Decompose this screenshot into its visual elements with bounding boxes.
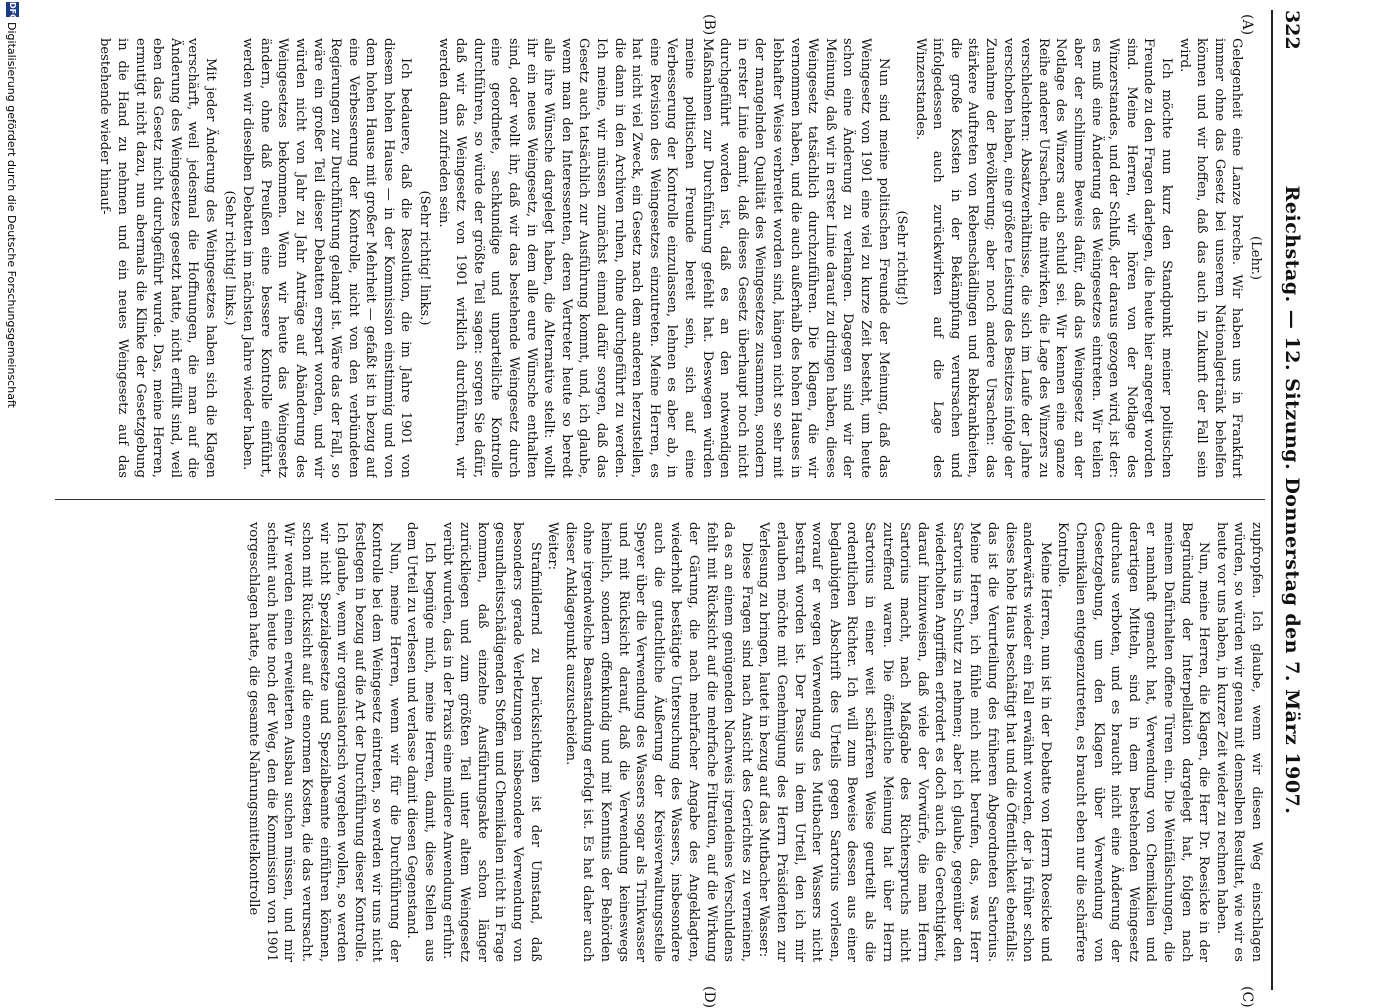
page-number: 322 <box>1281 10 1303 50</box>
applause-note: (Sehr richtig! links.) <box>221 190 237 326</box>
left-column <box>55 38 1265 478</box>
paragraph: Nun, meine Herren, die Klagen, die Herr Dr. Roesicke in der Begründung der Interpellation dargelegt hat, folgen nach meinem Dafürhalten offene Türen ein. Die Weinfälschungen, die er namhaft gemacht hat, Verwendung von Chemikalien und derartigen Mitteln, sind in dem bestehenden Weingesetz durchaus verboten, und es braucht nicht eine Änderung der Gesetzgebung, um den Klagen über Verwendung von Chemikalien entgegenzutreten, es braucht eben nur die schärfere Kontrolle. <box>1055 522 1212 962</box>
paragraph: Weiter: <box>545 522 561 571</box>
funding-note: Digitalisierung gefördert durch die Deutsche Forschungsgemeinschaft <box>5 22 18 408</box>
speaker-name: (Lehr.) <box>1248 235 1263 281</box>
paragraph: Nun sind meine politischen Freunde der Meinung, daß das Weingesetz von 1901 eine viel zu kurze Zeit besteht, um heute schon eine Änderung zu verlangen. Dagegen sind wir der Meinung, daß wir in erster Linie darauf zu dringen haben, dieses Weingesetz tatsächlich durchzuführen. Die Klagen, die wir vernommen haben, und die auch außerhalb des hohen Hauses in lebhafter Weise verbreitet worden sind, hängen nicht so sehr mit der mangelnden Qualität des Weingesetzes zusammen, sondern in erster Linie damit, daß dieses Gesetz überhaupt noch nicht durchgeführt worden ist, daß es an den notwendigen Maßnahmen zur Durchführung gefehlt hat. Deswegen würden meine politischen Freunde bereit sein, sich auf eine Verbesserung der Kontrolle einzulassen, lehnen es aber ab, in eine Revision des Weingesetzes einzutreten. Meine Herren, es hat nicht viel Zweck, ein Gesetz nach dem anderen herzustellen, die dann in den Archiven ruhen, ohne durchgeführt zu werden. Ich meine, wir müssen zunächst einmal dafür sorgen, daß das Gesetz auch tatsächlich zur Ausführung kommt, und, ich glaube, wenn man den Interessenten, deren Vertreter heute so beredt alle ihre Wünsche dargelegt haben, die Alternative stellt: wollt ihr ein neues Weingesetz, in dem alle eure Wünsche enthalten sind, oder wollt ihr, daß wir das bestehende Weingesetz durch eine geordnete, sachkundige und unparteiliche Kontrolle durchführen, so würde der größte Teil sagen: sorgen Sie dafür, daß wir das Weingesetz von 1901 wirklich durchführen, wir werden dann zufrieden sein. <box>435 38 891 478</box>
applause-note: (Sehr richtig! links.) <box>417 190 433 326</box>
paragraph: Gelegenheit eine Lanze breche. Wir haben uns in Frankfurt immer ohne das Gesetz bei unserem Nationalgetränk behelfen können und wir hoffen, daß das auch in Zukunft der Fall sein wird. <box>1176 38 1245 478</box>
paragraph: zupfropfen. Ich glaube, wenn wir diesen Weg einschlagen würden, so würden wir genau mit demselben Resultat, wie wir es heute vor uns haben, in kurzer Zeit wieder zu rechnen haben. <box>1213 522 1264 962</box>
paragraph: Ich begnüge mich, meine Herren, damit, diese Stellen aus dem Urteil zu verlesen und verlasse damit diesen Gegenstand. <box>404 522 438 962</box>
applause-note: (Sehr richtig!) <box>894 210 910 306</box>
margin-letter-b: (B) <box>701 14 717 36</box>
quoted-paragraph: Strafmildernd zu berücksichtigen ist der Umstand, daß besonders gerade Verletzungen insbesondere Verwendung von gesundheitsschädigenden Stoffen und Chemikalien nicht in Frage kommen, daß einzelne Ausführungsakte schon länger zurückliegen und zum größten Teil unter altem Weingesetz verübt wurden, das in der Praxis eine mildere Anwendung erfuhr. <box>439 522 543 962</box>
page-header <box>1277 10 1303 990</box>
header-rule <box>1271 10 1273 990</box>
quoted-paragraph: Diese Fragen sind nach Ansicht des Gerichtes zu verneinen, da es an einem genügenden Nachweis irgendeines Verschuldens fehlt mit Rücksicht auf die mehrfache Filtration, auf die Wirkung der Gärung, die nach mehrfacher Angabe des Angeklagten, wiederholt bestätigte Untersuchung des Wassers, insbesondere auch die gutachtliche Äußerung der Kreisverwaltungsstelle Speyer über die Verwendung des Wassers sogar als Trinkwasser und mit Rücksicht darauf, daß die Verwendung keineswegs heimlich, sondern offenkundig und mit Kenntnis der Behörden ohne irgendwelche Beanstandung erfolgt ist. Es hat daher auch dieser Anklagepunkt auszuscheiden. <box>562 522 754 962</box>
column-divider <box>55 499 1265 500</box>
margin-letter-c: (C) <box>1239 986 1255 1008</box>
page-footer <box>2 0 20 1000</box>
margin-letter-d: (D) <box>701 986 717 1008</box>
paragraph: Mit jeder Änderung des Weingesetzes haben sich die Klagen verschärft, weil jedesmal die Hoffnungen, die man auf die Änderung des Weingesetzes gesetzt hatte, nicht erfüllt sind, weil eben das Gesetz nicht durchgeführt wurde. Das, meine Herren, ermutigt nicht dazu, nun abermals die Klinke der Gesetzgebung in die Hand zu nehmen und ein neues Weingesetz auf das bestehende wieder hinauf- <box>97 38 218 478</box>
paragraph: Nun, meine Herren, wenn wir für die Durchführung der Kontrolle bei dem Weingesetz eintreten, so werden wir uns nicht festlegen in bezug auf die Art der Durchführung dieser Kontrolle. Ich glaube, wenn wir organisatorisch vorgehen wollen, so werden wir nicht Spezialgesetze und Spezialbeamte einführen können, schon mit Rücksicht auf die enormen Kosten, die das verursacht. Wir werden einen erweiterten Ausbau suchen müssen, und mir scheint auch heute noch der Weg, den die Kommission von 1901 vorgeschlagen hatte, die gesamte Nahrungsmittelkontrolle <box>246 522 402 962</box>
paragraph: Ich möchte nun kurz den Standpunkt meiner politischen Freunde zu den Fragen darlegen, die heute hier angeregt worden sind. Meine Herren, wir hören von der Notlage des Winzerstandes, und der Schluß, der daraus gezogen wird, ist der: es muß eine Änderung des Weingesetzes eintreten. Wir teilen aber der schlimme Beweis dafür, daß das Weingesetz an der Notlage des Winzers auch schuld sei. Wir kennen eine ganze Reihe anderer Ursachen, die mitwirken, die Lage des Winzers zu verschlechtern: Absatzverhältnisse, die sich im Laufe der Jahre verschoben haben, eine größere Leistung des Besitzes infolge der Zunahme der Bevölkerung; aber noch andere Ursachen: das stärkere Auftreten von Rebenschädlingen und Rebkrankheiten, die große Kosten in der Bekämpfung verursachen und infolgedessen auch zurückwirken auf die Lage des Winzerstandes. <box>912 38 1175 478</box>
page-title: Reichstag. — 12. Sitzung. Donnerstag den 7. März 1907. <box>1281 185 1303 815</box>
paragraph: Meine Herren, nun ist in der Debatte von Herrn Roesicke und anderwärts wieder ein Fall erwähnt worden, der ja früher schon dieses hohe Haus beschäftigt hat und die Öffentlichkeit ebenfalls: das ist die Verurteilung des früheren Abgeordneten Sartorius. Meine Herren, ich fühle mich nicht berufen, das, was Herr Sartorius in Schutz zu nehmen; aber ich glaube, gegenüber den wiederholten Angriffen erfordert es doch auch die Gerechtigkeit, darauf hinzuweisen, daß viele der Vorwürfe, die man Herrn Sartorius macht, nach Maßgabe des Richterspruchs nicht zutreffend waren. Die öffentliche Meinung hat über Herrn Sartorius in einer weit schärferen Weise geurteilt als die ordentlichen Richter. Ich will zum Beweise dessen aus einer beglaubigten Abschrift des Urteils gegen Sartorius vorlesen, worauf er wegen Verwendung des Mutbacher Wassers nicht bestraft worden ist. Der Passus in dem Urteil, den ich mir erlauben möchte mit Genehmigung des Herrn Präsidenten zur Verlesung zu bringen, lautet in bezug auf das Mutbacher Wasser: <box>756 522 1053 962</box>
paragraph: Ich bedauere, daß die Resolution, die im Jahre 1901 von diesem hohen Hause — in der Kommission einstimmig und von dem hohen Hause mit großer Mehrheit — gefaßt ist in bezug auf eine Verbesserung der Kontrolle, nicht von den verbündeten Regierungen zur Durchführung gelangt ist. Wäre das der Fall, so wäre ein großer Teil dieser Debatten erspart worden, und wir würden nicht von Jahr zu Jahr Anträge auf Abänderung des Weingesetzes bekommen. Wenn wir heute das Weingesetz ändern, ohne daß Preußen eine bessere Kontrolle einführt, werden wir dieselben Debatten im nächsten Jahre wieder haben. <box>240 38 414 478</box>
dfg-logo: DFG <box>8 2 17 21</box>
margin-letter-a: (A) <box>1239 14 1255 36</box>
right-column <box>55 522 1265 962</box>
